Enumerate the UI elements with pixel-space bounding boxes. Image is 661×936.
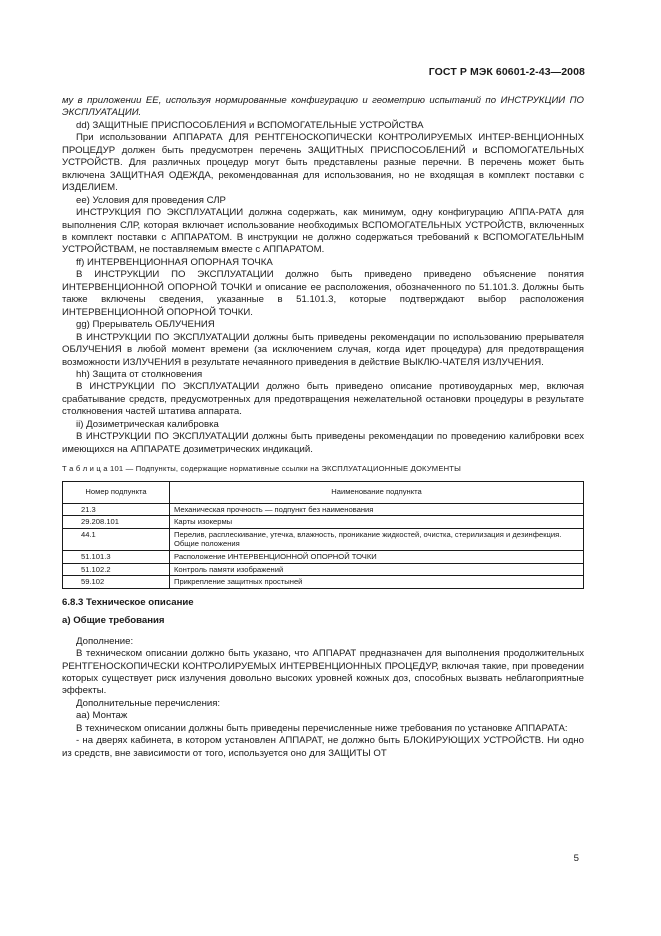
table-row bbox=[63, 528, 584, 550]
table-row bbox=[63, 563, 584, 576]
paragraph-4: ИНСТРУКЦИЯ ПО ЭКСПЛУАТАЦИИ должна содержать, как минимум, одну конфигурацию АППА-РАТА для выполнения СЛР, которая включает использование необходимых ВСПОМОГАТЕЛЬНЫХ УСТРОЙСТВ, включенных в комплект поставки с АППАРАТОМ. В инструкции не должно содержаться требований к ВСПОМОГАТЕЛЬНЫМ УСТРОЙСТВАМ, не поставляемым вместе с АППАРАТОМ. bbox=[62, 207, 584, 256]
paragraph-bottom-0: Дополнение: bbox=[76, 635, 134, 647]
paragraph-bottom-4: В техническом описании должны быть приведены перечисленные ниже требования по установке АППАРАТА: bbox=[76, 722, 568, 734]
header-number: Номер подпункта bbox=[63, 481, 170, 503]
paragraph-3: ee) Условия для проведения СЛР bbox=[76, 194, 226, 206]
row-number-cell: 51.102.2 bbox=[63, 563, 170, 576]
row-name-cell: Перелив, расплескивание, утечка, влажность, проникание жидкостей, очистка, стерилизация и дезинфекция. Общие положения bbox=[170, 528, 584, 550]
row-name-cell: Контроль памяти изображений bbox=[170, 563, 584, 576]
page-content bbox=[62, 95, 584, 760]
table-row bbox=[63, 576, 584, 589]
paragraph-7: gg) Прерыватель ОБЛУЧЕНИЯ bbox=[76, 319, 215, 331]
row-number-cell: 29.208.101 bbox=[63, 516, 170, 529]
table-caption: Т а б л и ц а 101 — Подпункты, содержащие нормативные ссылки на ЭКСПЛУАТАЦИОННЫЕ ДОКУМЕНТЫ bbox=[62, 464, 462, 474]
paragraph-6: В ИНСТРУКЦИИ ПО ЭКСПЛУАТАЦИИ должно быть приведено приведено объяснение понятия ИНТЕРВЕНЦИОННОЙ ОПОРНОЙ ТОЧКИ и описание ее расположения, обозначенного по 51.101.3. Должны быть также включены сведения, указанные в 51.101.3, которые подтверждают выбор расположения ИНТЕРВЕНЦИОННОЙ ОПОРНОЙ ТОЧКИ. bbox=[62, 269, 584, 318]
row-number-cell: 51.101.3 bbox=[63, 550, 170, 563]
paragraph-1: dd) ЗАЩИТНЫЕ ПРИСПОСОБЛЕНИЯ и ВСПОМОГАТЕЛЬНЫЕ УСТРОЙСТВА bbox=[76, 119, 424, 131]
row-number-cell: 59.102 bbox=[63, 576, 170, 589]
header-name: Наименование подпункта bbox=[170, 481, 584, 503]
paragraph-9: hh) Защита от столкновения bbox=[76, 368, 203, 380]
row-number-cell: 21.3 bbox=[63, 503, 170, 516]
row-name-cell: Расположение ИНТЕРВЕНЦИОННОЙ ОПОРНОЙ ТОЧКИ bbox=[170, 550, 584, 563]
paragraph-5: ff) ИНТЕРВЕНЦИОННАЯ ОПОРНАЯ ТОЧКА bbox=[76, 256, 273, 268]
table-row bbox=[63, 503, 584, 516]
table-row bbox=[63, 550, 584, 563]
table-header-row bbox=[63, 481, 584, 503]
paragraph-bottom-2: Дополнительные перечисления: bbox=[76, 697, 221, 709]
paragraph-12: В ИНСТРУКЦИИ ПО ЭКСПЛУАТАЦИИ должны быть приведены рекомендации по проведению калибровки всех имеющихся на АППАРАТЕ дозиметрических индикаций. bbox=[62, 431, 584, 455]
table-body bbox=[63, 503, 584, 588]
reference-table bbox=[62, 481, 584, 589]
paragraph-8: В ИНСТРУКЦИИ ПО ЭКСПЛУАТАЦИИ должны быть приведены рекомендации по использованию прерывателя ОБЛУЧЕНИЯ в любой момент времени (за исключением случая, когда идет процедура) для предотвращения возможности ИЗЛУЧЕНИЯ в результате нечаянного приведения в действие ВЫКЛЮ-ЧАТЕЛЯ ИЗЛУЧЕНИЯ. bbox=[62, 331, 584, 368]
row-name-cell: Механическая прочность — подпункт без наименования bbox=[170, 503, 584, 516]
paragraph-bottom-3: аа) Монтаж bbox=[76, 710, 128, 722]
paragraph-bottom-5: - на дверях кабинета, в котором установлен АППАРАТ, не должно быть БЛОКИРУЮЩИХ УСТРОЙСТВ. Ни одно из средств, вне зависимости от того, используется оно для ЗАЩИТЫ ОТ bbox=[62, 735, 584, 759]
section-title: 6.8.3 Техническое описание bbox=[62, 596, 194, 608]
paragraphs-bottom bbox=[62, 636, 584, 761]
subsection-title: а) Общие требования bbox=[62, 615, 165, 627]
row-name-cell: Карты изокермы bbox=[170, 516, 584, 529]
paragraph-10: В ИНСТРУКЦИИ ПО ЭКСПЛУАТАЦИИ должно быть приведено описание противоударных мер, включая срабатывание средств, предусмотренных для предотвращения нежелательной остановки процедуры в результате столкновения частей штатива аппарата. bbox=[62, 381, 584, 418]
page-number: 5 bbox=[573, 853, 579, 864]
paragraph-bottom-1: В техническом описании должно быть указано, что АППАРАТ предназначен для выполнения продолжительных РЕНТГЕНОСКОПИЧЕСКИ КОНТРОЛИРУЕМЫХ ИНТЕРВЕНЦИОННЫХ ПРОЦЕДУР, включая такие, при проведении которых существует риск излучения довольно высоких уровней кожных доз, способных вызвать неблагоприятные эффекты. bbox=[62, 648, 584, 697]
paragraph-11: ii) Дозиметрическая калибровка bbox=[76, 418, 219, 430]
paragraph-2: При использовании АППАРАТА ДЛЯ РЕНТГЕНОСКОПИЧЕСКИ КОНТРОЛИРУЕМЫХ ИНТЕР-ВЕНЦИОННЫХ ПРОЦЕДУР должен быть предусмотрен перечень ЗАЩИТНЫХ ПРИСПОСОБЛЕНИЙ и ВСПОМОГАТЕЛЬНЫХ УСТРОЙСТВ. Для различных процедур могут быть представлены разные перечни. В перечень может быть включена ЗАЩИТНАЯ ОДЕЖДА, рекомендованная для использования, но не входящая в комплект поставки с ИЗДЕЛИЕМ. bbox=[62, 132, 584, 194]
paragraphs-top bbox=[62, 95, 584, 456]
row-name-cell: Прикрепление защитных простыней bbox=[170, 576, 584, 589]
table-row bbox=[63, 516, 584, 529]
document-header: ГОСТ Р МЭК 60601-2-43—2008 bbox=[428, 66, 585, 78]
row-number-cell: 44.1 bbox=[63, 528, 170, 550]
paragraph-0: му в приложении ЕЕ, используя нормированные конфигурацию и геометрию испытаний по ИНСТРУКЦИИ ПО ЭКСПЛУАТАЦИИ. bbox=[62, 95, 584, 119]
